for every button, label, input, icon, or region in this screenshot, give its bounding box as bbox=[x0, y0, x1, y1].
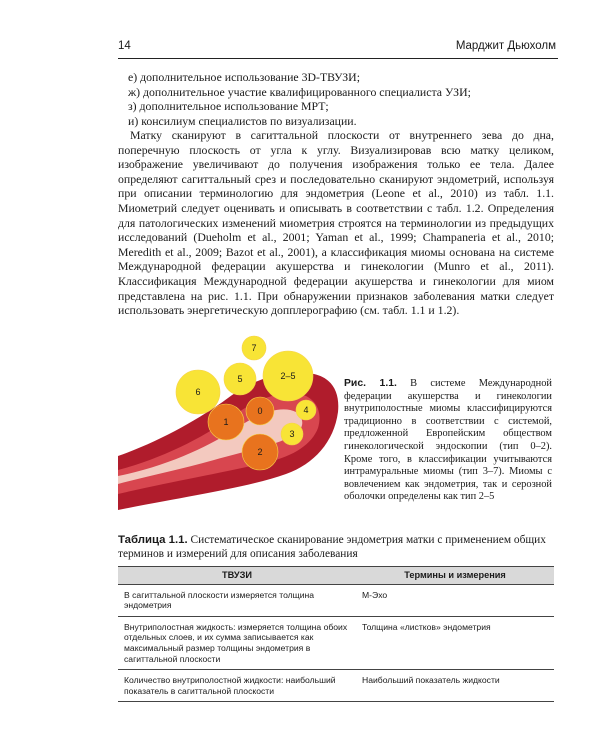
page-number: 14 bbox=[118, 40, 131, 52]
table-cell: Внутриполостная жидкость: измеряется толщина обоих отдельных слоев, и их сумма записывается как максимальный размер толщины эндометрия в сагиттальной плоскости bbox=[118, 616, 356, 669]
table-cell: Толщина «листков» эндометрия bbox=[356, 616, 554, 669]
running-header bbox=[118, 36, 558, 59]
uterus-illustration bbox=[118, 334, 340, 510]
endometrium-table bbox=[118, 566, 554, 702]
table-caption bbox=[118, 534, 554, 561]
myoma-label: 5 bbox=[237, 374, 243, 384]
table-caption-text: Систематическое сканирование эндометрия матки с применением общих терминов и измерений для описания заболевания bbox=[118, 534, 546, 560]
list-item: е) дополнительное использование 3D-ТВУЗИ; bbox=[128, 70, 360, 84]
list-item: з) дополнительное использование МРТ; bbox=[128, 99, 329, 114]
figure-caption bbox=[344, 378, 552, 504]
myoma-label: 1 bbox=[223, 417, 229, 427]
table-row bbox=[118, 670, 554, 702]
myoma-label: 7 bbox=[251, 343, 257, 353]
method-list bbox=[128, 70, 548, 128]
list-item: и) консилиум специалистов по визуализации. bbox=[128, 113, 357, 128]
figure-caption-label: Рис. 1.1. bbox=[344, 378, 397, 389]
myoma-label: 2 bbox=[257, 447, 263, 457]
list-item: ж) дополнительное участие квалифицированного специалиста УЗИ; bbox=[128, 84, 471, 99]
table-cell: М-Эхо bbox=[356, 584, 554, 616]
table-row bbox=[118, 584, 554, 616]
table-header-cell: Термины и измерения bbox=[356, 567, 554, 585]
table-header-row bbox=[118, 567, 554, 585]
figure-caption-text: В системе Международной федерации акушерства и гинекологии внутриполостные миомы классифицируются традиционно в соответствии с системой, предложенной Европейским обществом гинекологической эндоскопии (тип 0–2). Кроме того, в классификации учитываются интрамуральные миомы (тип 3–7). Миомы с вовлечением как эндометрия, так и серозной оболочки определены как тип 2–5 bbox=[344, 378, 552, 503]
myoma-label: 0 bbox=[257, 406, 263, 416]
running-author: Марджит Дьюхолм bbox=[455, 40, 556, 52]
table-cell: Наибольший показатель жидкости bbox=[356, 670, 554, 702]
myoma-label: 6 bbox=[195, 387, 201, 397]
figo-myoma-figure bbox=[118, 334, 340, 510]
myoma-label: 4 bbox=[303, 405, 309, 415]
table-row bbox=[118, 616, 554, 669]
myoma-label: 2–5 bbox=[280, 371, 296, 381]
table-cell: В сагиттальной плоскости измеряется толщина эндометрия bbox=[118, 584, 356, 616]
myoma-label: 3 bbox=[289, 429, 295, 439]
table-header-cell: ТВУЗИ bbox=[118, 567, 356, 585]
table-cell: Количество внутриполостной жидкости: наибольший показатель в сагиттальной плоскости bbox=[118, 670, 356, 702]
table-caption-label: Таблица 1.1. bbox=[118, 534, 188, 546]
body-paragraph: Матку сканируют в сагиттальной плоскости от внутреннего зева до дна, поперечную плоскость от угла к углу. Визуализировав всю матку целиком, изображение увеличивают до получения изображения только ее тела. Далее определяют сагиттальный срез и последовательно сканируют эндометрий, используя при описании терминологию для эндометрия (Leone et al., 2010) из табл. 1.1. Миометрий следует оценивать и описывать в соответствии с табл. 1.2. Определения для патологических изменений миометрия строятся на терминологии из предыдущих исследований (Dueholm et al., 2001; Yaman et al., 1999; Champaneria et al., 2010; Meredith et al., 2009; Bazot et al., 2001), а классификация миомы основана на системе Международной федерации акушерства и гинекологии (Munro et al., 2011). Классификация Международной федерации акушерства и гинекологии для миом представлена на рис. 1.1. При обнаружении признаков заболевания матки следует использовать энергетическую допплерографию (см. табл. 1.1 и 1.2). bbox=[118, 128, 554, 318]
